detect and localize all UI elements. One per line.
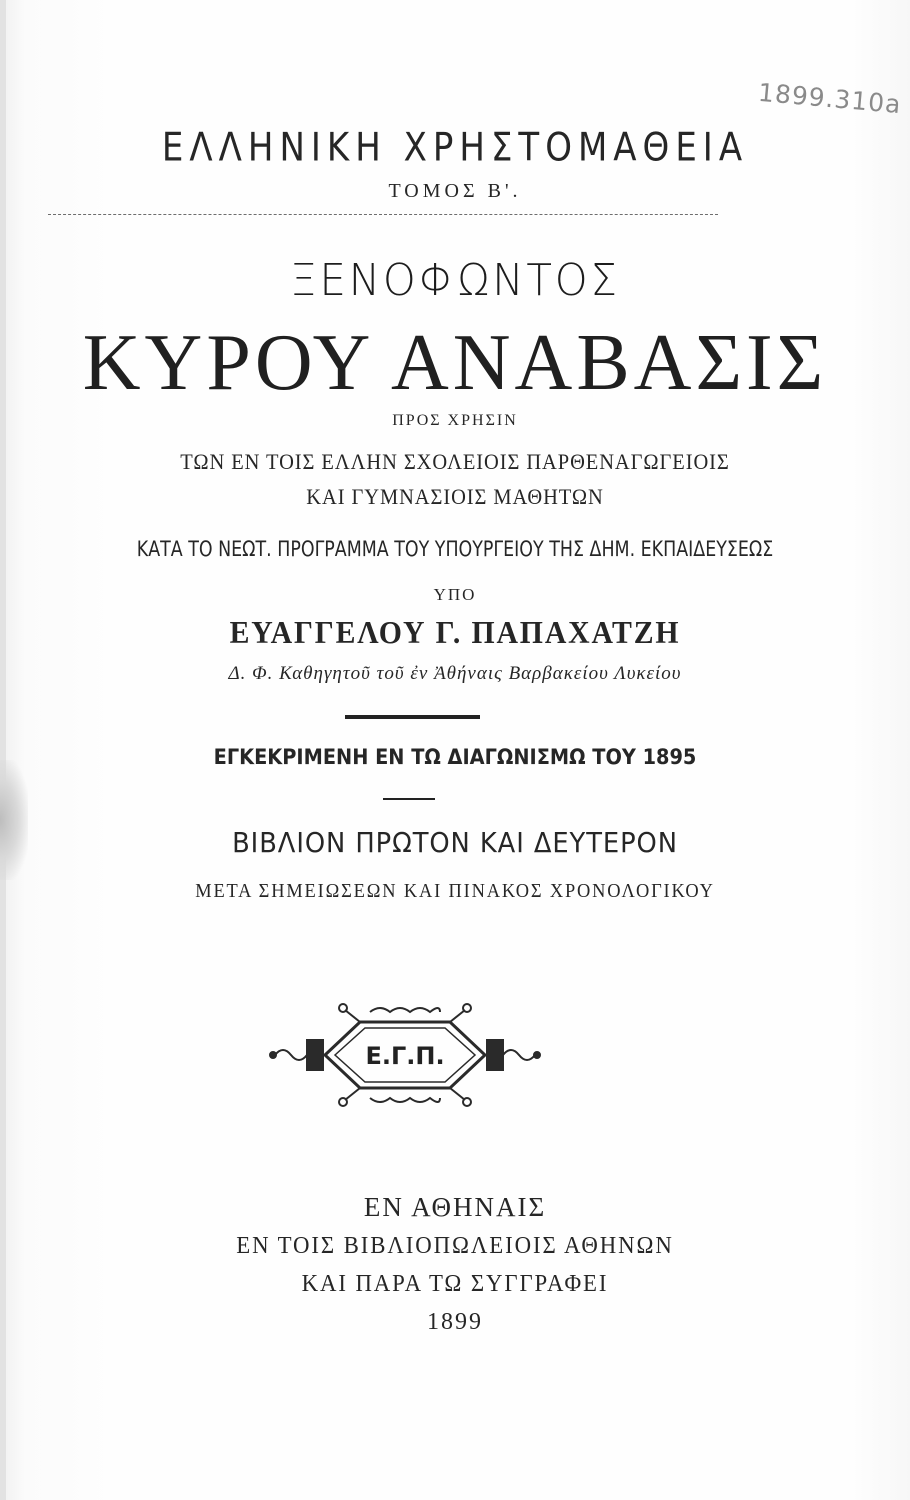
by-label: ΥΠΟ <box>433 585 477 604</box>
editor-credential: Δ. Φ. Καθηγητοῦ τοῦ ἐν Ἀθήναις Βαρβακείου Λυκείου <box>228 663 682 684</box>
series-title: ΕΛΛΗΝΙΚΗ ΧΡΗΣΤΟΜΑΘΕΙΑ <box>161 125 749 171</box>
imprint-shops: ΕΝ ΤΟΙΣ ΒΙΒΛΙΟΠΩΛΕΙΟΙΣ ΑΘΗΝΩΝ <box>236 1233 674 1259</box>
book-title: ΚΥΡΟΥ ΑΝΑΒΑΣΙΣ <box>82 319 828 407</box>
usage-line-2: ΚΑΙ ΓΥΜΝΑΣΙΟΙΣ ΜΑΘΗΤΩΝ <box>306 484 604 509</box>
books-contained: ΒΙΒΛΙΟΝ ΠΡΩΤΟΝ ΚΑΙ ΔΕΥΤΕΡΟΝ <box>232 826 678 859</box>
usage-intro: ΠΡΟΣ ΧΡΗΣΙΝ <box>392 412 518 429</box>
volume-label: ΤΟΜΟΣ Β'. <box>388 180 522 202</box>
imprint-place: ΕΝ ΑΘΗΝΑΙΣ <box>363 1192 547 1222</box>
notes-line: ΜΕΤΑ ΣΗΜΕΙΩΣΕΩΝ ΚΑΙ ΠΙΝΑΚΟΣ ΧΡΟΝΟΛΟΓΙΚΟΥ <box>195 880 715 902</box>
thin-rule <box>383 798 435 800</box>
usage-line-1: ΤΩΝ ΕΝ ΤΟΙΣ ΕΛΛΗΝ ΣΧΟΛΕΙΟΙΣ ΠΑΡΘΕΝΑΓΩΓΕΙΟΙΣ <box>180 449 730 474</box>
thick-rule <box>345 715 480 719</box>
imprint-year: 1899 <box>427 1309 483 1335</box>
ornament-monogram: Ε.Γ.Π. <box>365 1042 445 1070</box>
imprint-author-sale: ΚΑΙ ΠΑΡΑ ΤΩ ΣΥΓΓΡΑΦΕΙ <box>301 1271 609 1297</box>
printers-ornament <box>265 1000 545 1110</box>
handwritten-shelfmark: 1899.310a <box>757 77 903 120</box>
author-name: ΞΕΝΟΦΩΝΤΟΣ <box>290 255 620 306</box>
approval-note: ΕΓΚΕΚΡΙΜΕΝΗ ΕΝ ΤΩ ΔΙΑΓΩΝΙΣΜΩ ΤΟΥ 1895 <box>213 745 697 769</box>
dotted-rule <box>48 214 718 215</box>
editor-name: ΕΥΑΓΓΕΛΟΥ Γ. ΠΑΠΑΧΑΤΖΗ <box>229 614 681 650</box>
usage-line-3: ΚΑΤΑ ΤΟ ΝΕΩΤ. ΠΡΟΓΡΑΜΜΑ ΤΟΥ ΥΠΟΥΡΓΕΙΟΥ ΤΗΣ ΔΗΜ. ΕΚΠΑΙΔΕΥΣΕΩΣ <box>136 537 774 561</box>
page-edge-shadow <box>0 0 6 1500</box>
paper-stain <box>0 760 28 880</box>
